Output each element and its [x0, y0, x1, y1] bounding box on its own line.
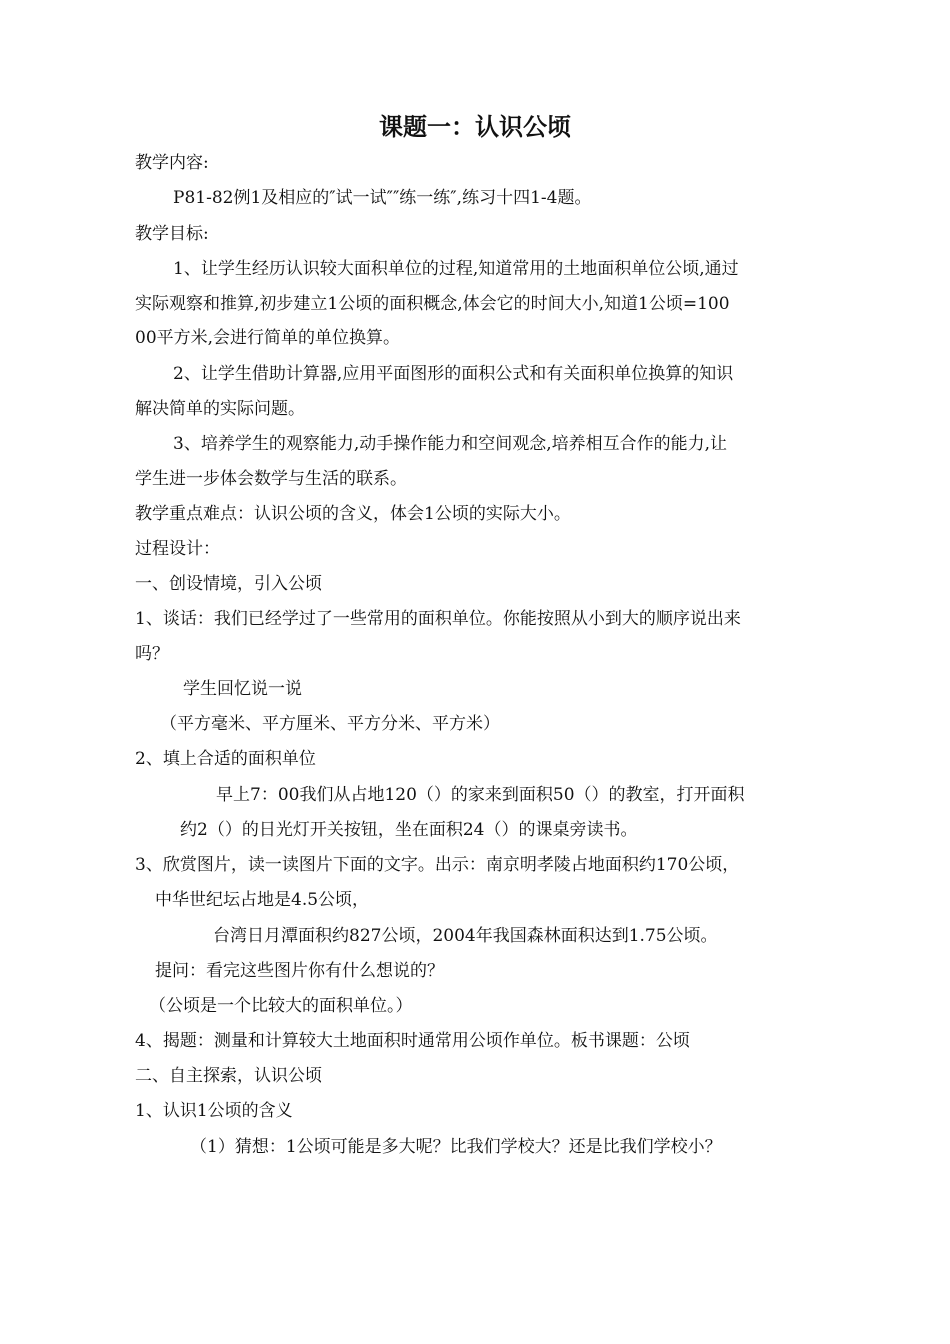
step-3-question: 提问：看完这些图片你有什么想说的？ [155, 961, 444, 981]
step-1-line-2: 吗？ [135, 644, 169, 664]
step-4: 4、揭题：测量和计算较大土地面积时通常用公顷作单位。板书课题：公顷 [135, 1031, 690, 1051]
part-2-step-1: 1、认识1公顷的含义 [135, 1101, 293, 1121]
step-3-answer: （公顷是一个比较大的面积单位。） [149, 996, 413, 1016]
step-3-line-3: 台湾日月潭面积约827公顷，2004年我国森林面积达到1.75公顷。 [213, 926, 718, 946]
goal-2-line-2: 解决简单的实际问题。 [135, 399, 305, 419]
step-2-line-2: 约2（）的日光灯开关按钮，坐在面积24（）的课桌旁读书。 [180, 820, 638, 840]
section-heading-goals: 教学目标: [135, 224, 209, 244]
content-text: P81-82例1及相应的″试一试″″练一练″,练习十四1-4题。 [173, 188, 592, 208]
section-heading-process: 过程设计： [135, 539, 220, 559]
part-1-heading: 一、创设情境，引入公顷 [135, 574, 322, 594]
step-1-activity: 学生回忆说一说 [183, 679, 302, 699]
goal-3-line-1: 3、培养学生的观察能力,动手操作能力和空间观念,培养相互合作的能力,让 [173, 434, 728, 454]
goal-3-line-2: 学生进一步体会数学与生活的联系。 [135, 469, 407, 489]
goal-1-line-2: 实际观察和推算,初步建立1公顷的面积概念,体会它的时间大小,知道1公顷=100 [135, 294, 730, 314]
part-2-guess: （1）猜想：1公顷可能是多大呢？比我们学校大？还是比我们学校小？ [190, 1137, 722, 1157]
key-difficulty: 教学重点难点：认识公顷的含义，体会1公顷的实际大小。 [135, 504, 571, 524]
goal-1-line-1: 1、让学生经历认识较大面积单位的过程,知道常用的土地面积单位公顷,通过 [173, 259, 739, 279]
part-2-heading: 二、自主探索，认识公顷 [135, 1066, 322, 1086]
step-3-line-2: 中华世纪坛占地是4.5公顷， [155, 890, 370, 910]
section-heading-content: 教学内容: [135, 153, 209, 173]
step-2-line-1: 早上7：00我们从占地120（）的家来到面积50（）的教室，打开面积 [216, 785, 745, 805]
goal-1-line-3: 00平方米,会进行简单的单位换算。 [135, 328, 401, 348]
step-1-line-1: 1、谈话：我们已经学过了一些常用的面积单位。你能按照从小到大的顺序说出来 [135, 609, 741, 629]
page-title: 课题一：认识公顷 [379, 113, 571, 141]
step-1-answer: （平方毫米、平方厘米、平方分米、平方米） [160, 714, 500, 734]
step-2-heading: 2、填上合适的面积单位 [135, 749, 316, 769]
goal-2-line-1: 2、让学生借助计算器,应用平面图形的面积公式和有关面积单位换算的知识 [173, 364, 734, 384]
step-3-line-1: 3、欣赏图片，读一读图片下面的文字。出示：南京明孝陵占地面积约170公顷， [135, 855, 740, 875]
